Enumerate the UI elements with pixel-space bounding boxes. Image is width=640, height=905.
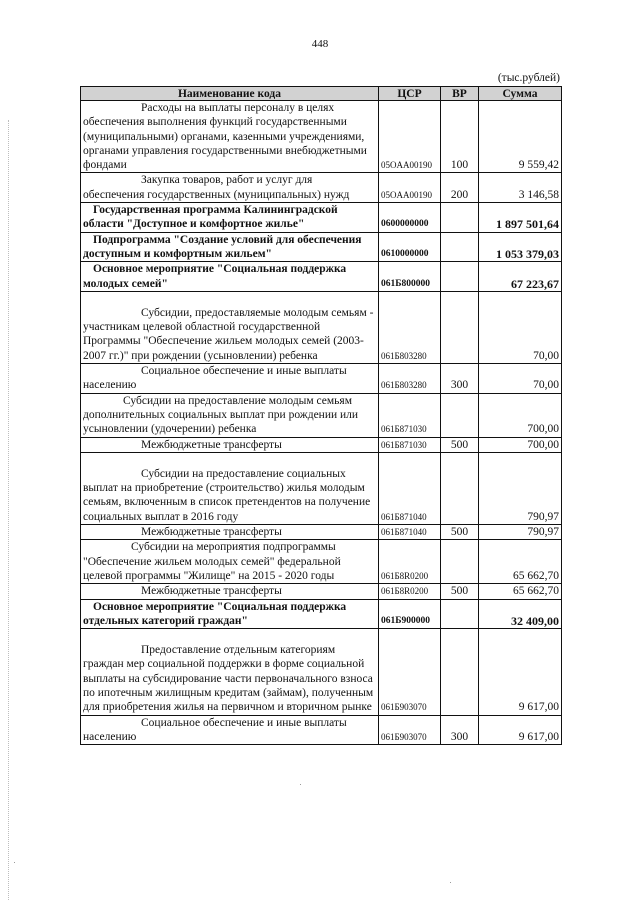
cell-vr [441, 629, 479, 715]
row-name-text: Основное мероприятие "Социальная поддержка отдельных категорий граждан" [83, 600, 347, 627]
cell-csr: 061Б803280 [379, 364, 441, 394]
cell-name [81, 599, 379, 629]
cell-sum: 70,00 [479, 291, 562, 363]
cell-vr [441, 291, 479, 363]
cell-name [81, 540, 379, 584]
cell-csr: 05OAA00190 [379, 173, 441, 203]
row-name-text: Социальное обеспечение и иные выплаты населению [83, 365, 347, 392]
table-row [81, 599, 562, 629]
cell-name [81, 173, 379, 203]
cell-vr: 300 [441, 715, 479, 745]
cell-sum: 700,00 [479, 393, 562, 437]
cell-sum: 32 409,00 [479, 599, 562, 629]
cell-name [81, 232, 379, 262]
cell-name [81, 437, 379, 452]
cell-csr: 061Б900000 [379, 599, 441, 629]
units-label: (тыс.рублей) [497, 72, 560, 84]
cell-vr [441, 599, 479, 629]
table-row [81, 452, 562, 524]
cell-sum: 790,97 [479, 525, 562, 540]
cell-vr [441, 540, 479, 584]
row-name-text: Субсидии на мероприятия подпрограммы "Обеспечение жильем молодых семей" федеральной целевой программы "Жилище" на 2015 - 2020 годы [83, 541, 341, 582]
cell-vr: 300 [441, 364, 479, 394]
cell-csr: 061Б871040 [379, 525, 441, 540]
cell-sum: 9 559,42 [479, 101, 562, 173]
header-vr: ВР [441, 87, 479, 101]
cell-csr: 061Б871030 [379, 437, 441, 452]
cell-csr: 061Б903070 [379, 715, 441, 745]
header-csr: ЦСР [379, 87, 441, 101]
cell-csr: 061Б8R0200 [379, 584, 441, 599]
cell-sum: 70,00 [479, 364, 562, 394]
cell-sum: 9 617,00 [479, 629, 562, 715]
cell-name [81, 101, 379, 173]
table-row [81, 584, 562, 599]
cell-sum: 67 223,67 [479, 262, 562, 292]
table-row [81, 291, 562, 363]
cell-name [81, 291, 379, 363]
cell-name [81, 715, 379, 745]
table-header-row [81, 87, 562, 101]
row-name-text: Межбюджетные трансферты [141, 526, 282, 539]
table-row [81, 364, 562, 394]
cell-csr: 061Б803280 [379, 291, 441, 363]
table-row [81, 715, 562, 745]
cell-vr: 200 [441, 173, 479, 203]
row-name-text: Межбюджетные трансферты [141, 438, 282, 451]
scan-margin-line [8, 120, 9, 900]
row-name-text: Основное мероприятие "Социальная поддержка молодых семей" [83, 263, 347, 290]
table-row [81, 437, 562, 452]
cell-csr: 061Б8R0200 [379, 540, 441, 584]
table-row [81, 525, 562, 540]
cell-name [81, 584, 379, 599]
cell-sum: 3 146,58 [479, 173, 562, 203]
cell-csr: 061Б800000 [379, 262, 441, 292]
row-name-text: Расходы на выплаты персоналу в целях обеспечения выполнения функций государственными (муниципальными) органами, казенными учреждениями, органами управления государственными внебюджетными фондами [83, 102, 367, 172]
table-row [81, 629, 562, 715]
cell-name [81, 629, 379, 715]
cell-csr: 061Б871030 [379, 393, 441, 437]
header-sum: Сумма [479, 87, 562, 101]
table-row [81, 232, 562, 262]
table-row [81, 393, 562, 437]
row-name-text: Субсидии на предоставление молодым семьям дополнительных социальных выплат при рождении или усыновлении (удочерении) ребенка [83, 394, 359, 436]
scan-dust [14, 862, 15, 863]
cell-csr: 05OAA00190 [379, 101, 441, 173]
table-row [81, 203, 562, 233]
cell-sum: 65 662,70 [479, 540, 562, 584]
cell-vr: 500 [441, 525, 479, 540]
cell-vr [441, 452, 479, 524]
page-number: 448 [311, 38, 329, 50]
row-name-text: Государственная программа Калининградской области "Доступное и комфортное жилье" [83, 204, 338, 231]
budget-table [80, 86, 562, 745]
cell-sum: 1 053 379,03 [479, 232, 562, 262]
cell-vr [441, 393, 479, 437]
cell-vr [441, 262, 479, 292]
cell-sum: 790,97 [479, 452, 562, 524]
row-name-text: Субсидии, предоставляемые молодым семьям - участникам целевой областной государственной Программы "Обеспечение жильем молодых семей (2003-2007 гг.)" при рождении (усыновлении) ребенка [83, 306, 374, 362]
cell-name [81, 262, 379, 292]
row-name-text: Субсидии на предоставление социальных выплат на приобретение (строительство) жилья молодым семьям, включенным в список претендентов на получение социальных выплат в 2016 году [83, 467, 371, 523]
table-body [81, 101, 562, 745]
cell-name [81, 364, 379, 394]
cell-csr: 0610000000 [379, 232, 441, 262]
cell-vr [441, 232, 479, 262]
cell-name [81, 393, 379, 437]
cell-sum: 700,00 [479, 437, 562, 452]
scan-dust [450, 882, 451, 883]
cell-csr: 0600000000 [379, 203, 441, 233]
cell-sum: 9 617,00 [479, 715, 562, 745]
cell-vr: 100 [441, 101, 479, 173]
cell-sum: 1 897 501,64 [479, 203, 562, 233]
row-name-text: Межбюджетные трансферты [141, 585, 282, 598]
cell-name [81, 525, 379, 540]
row-name-text: Подпрограмма "Создание условий для обеспечения доступным и комфортным жильем" [83, 233, 362, 260]
table-row [81, 262, 562, 292]
table-row [81, 540, 562, 584]
cell-vr [441, 203, 479, 233]
header-name: Наименование кода [81, 87, 379, 101]
cell-vr: 500 [441, 437, 479, 452]
cell-name [81, 203, 379, 233]
cell-vr: 500 [441, 584, 479, 599]
cell-name [81, 452, 379, 524]
cell-sum: 65 662,70 [479, 584, 562, 599]
row-name-text: Социальное обеспечение и иные выплаты населению [83, 716, 347, 743]
row-name-text: Закупка товаров, работ и услуг для обеспечения государственных (муниципальных) нужд [83, 174, 350, 201]
cell-csr: 061Б903070 [379, 629, 441, 715]
table-row [81, 173, 562, 203]
table-row [81, 101, 562, 173]
scan-dust [300, 784, 301, 785]
cell-csr: 061Б871040 [379, 452, 441, 524]
row-name-text: Предоставление отдельным категориям граждан мер социальной поддержки в форме социальной выплаты на субсидирование части первоначального взноса по ипотечным жилищным кредитам (займам), полученным для приобретения жилья на первичном и вторичном рынке [83, 644, 374, 714]
